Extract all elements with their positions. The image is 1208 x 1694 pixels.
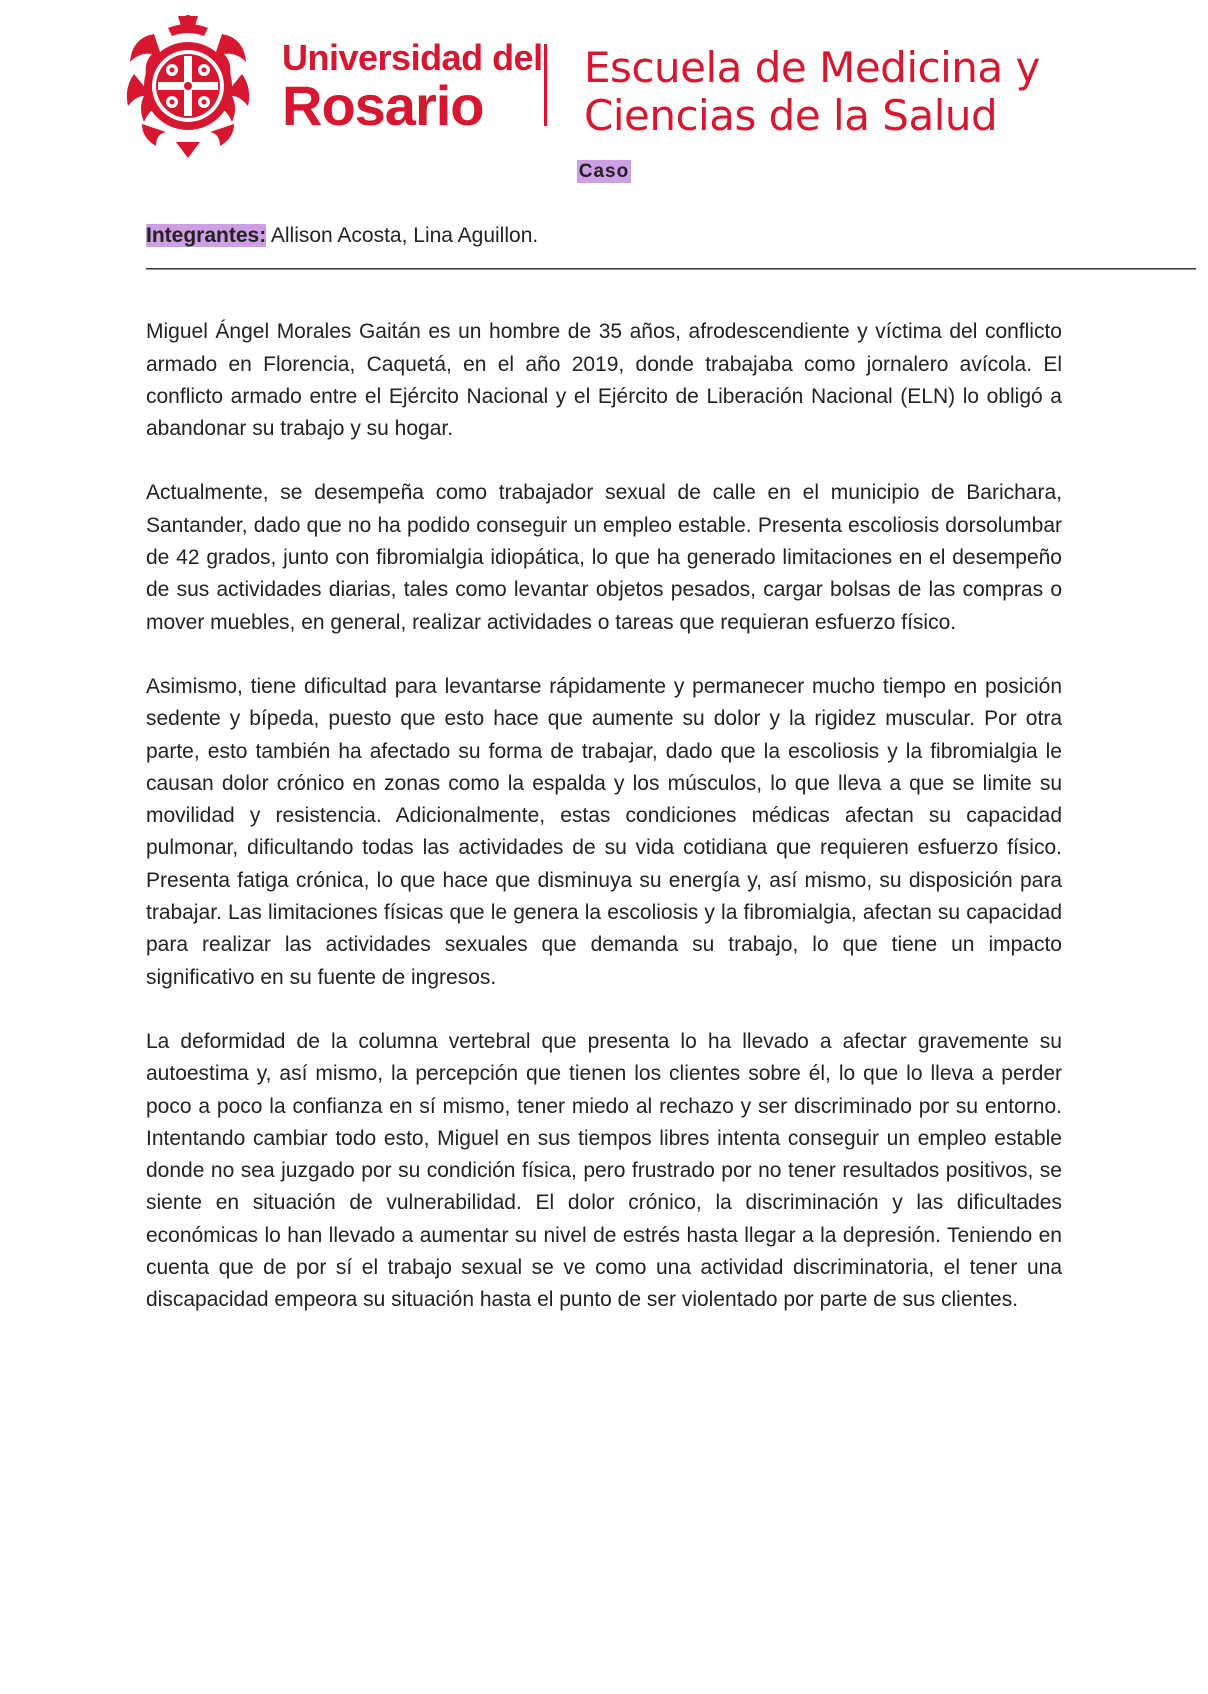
document-body <box>146 220 1196 1317</box>
university-name <box>282 37 543 137</box>
university-crest-logo <box>124 14 252 158</box>
members-line <box>146 220 1062 252</box>
document-header <box>0 0 1200 165</box>
university-name-line2: Rosario <box>282 74 484 137</box>
paragraph: Actualmente, se desempeña como trabajador sexual de calle en el municipio de Barichara, Santander, dado que no ha podido conseguir un empleo estable. Presenta escoliosis dorsolumbar de 42 grados, junto con fibromialgia idiopática, lo que ha generado limitaciones en el desempeño de sus actividades diarias, tales como levantar objetos pesados, cargar bolsas de las compras o mover muebles, en general, realizar actividades o tareas que requieran esfuerzo físico. <box>146 481 1062 634</box>
paragraph: Asimismo, tiene dificultad para levantarse rápidamente y permanecer mucho tiempo en posición sedente y bípeda, puesto que esto hace que aumente su dolor y la rigidez muscular. Por otra parte, esto también ha afectado su forma de trabajar, dado que la escoliosis y la fibromialgia le causan dolor crónico en zonas como la espalda y los músculos, lo que lleva a que se limite su movilidad y resistencia. Adicionalmente, estas condiciones médicas afectan su capacidad pulmonar, dificultando todas las actividades de su vida cotidiana que requieren esfuerzo físico. Presenta fatiga crónica, lo que hace que disminuya su energía y, así mismo, su disposición para trabajar. Las limitaciones físicas que le genera la escoliosis y la fibromialgia, afectan su capacidad para realizar las actividades sexuales que demanda su trabajo, lo que tiene un impacto significativo en su fuente de ingresos. <box>146 674 1062 989</box>
members-label: Integrantes: <box>146 224 267 247</box>
school-name <box>584 44 1040 140</box>
school-name-line2: Ciencias de la Salud <box>584 91 998 140</box>
page-title-text: Caso <box>578 161 630 182</box>
university-name-line1: Universidad del <box>282 37 543 78</box>
separator-line: —————————————————————————————————————————————————— <box>146 256 1196 280</box>
paragraph: La deformidad de la columna vertebral que presenta lo ha llevado a afectar gravemente su autoestima y, así mismo, la percepción que tienen los clientes sobre él, lo que lo lleva a perder poco a poco la confianza en sí mismo, tener miedo al rechazo y ser discriminado por su entorno. Intentando cambiar todo esto, Miguel en sus tiempos libres intenta conseguir un empleo estable donde no sea juzgado por su condición física, pero frustrado por no tener resultados positivos, se siente en situación de vulnerabilidad. El dolor crónico, la discriminación y las dificultades económicas lo han llevado a aumentar su nivel de estrés hasta llegar a la depresión. Teniendo en cuenta que de por sí el trabajo sexual se ve como una actividad discriminatoria, el tener una discapacidad empeora su situación hasta el punto de ser violentado por parte de sus clientes. <box>146 1029 1062 1312</box>
members-value: Allison Acosta, Lina Aguillon. <box>266 224 539 247</box>
school-name-line1: Escuela de Medicina y <box>584 43 1040 92</box>
header-divider <box>544 44 547 126</box>
paragraph: Miguel Ángel Morales Gaitán es un hombre de 35 años, afrodescendiente y víctima del conflicto armado en Florencia, Caquetá, en el año 2019, donde trabajaba como jornalero avícola. El conflicto armado entre el Ejército Nacional y el Ejército de Liberación Nacional (ELN) lo obligó a abandonar su trabajo y su hogar. <box>146 320 1062 441</box>
page-title <box>0 160 1208 184</box>
